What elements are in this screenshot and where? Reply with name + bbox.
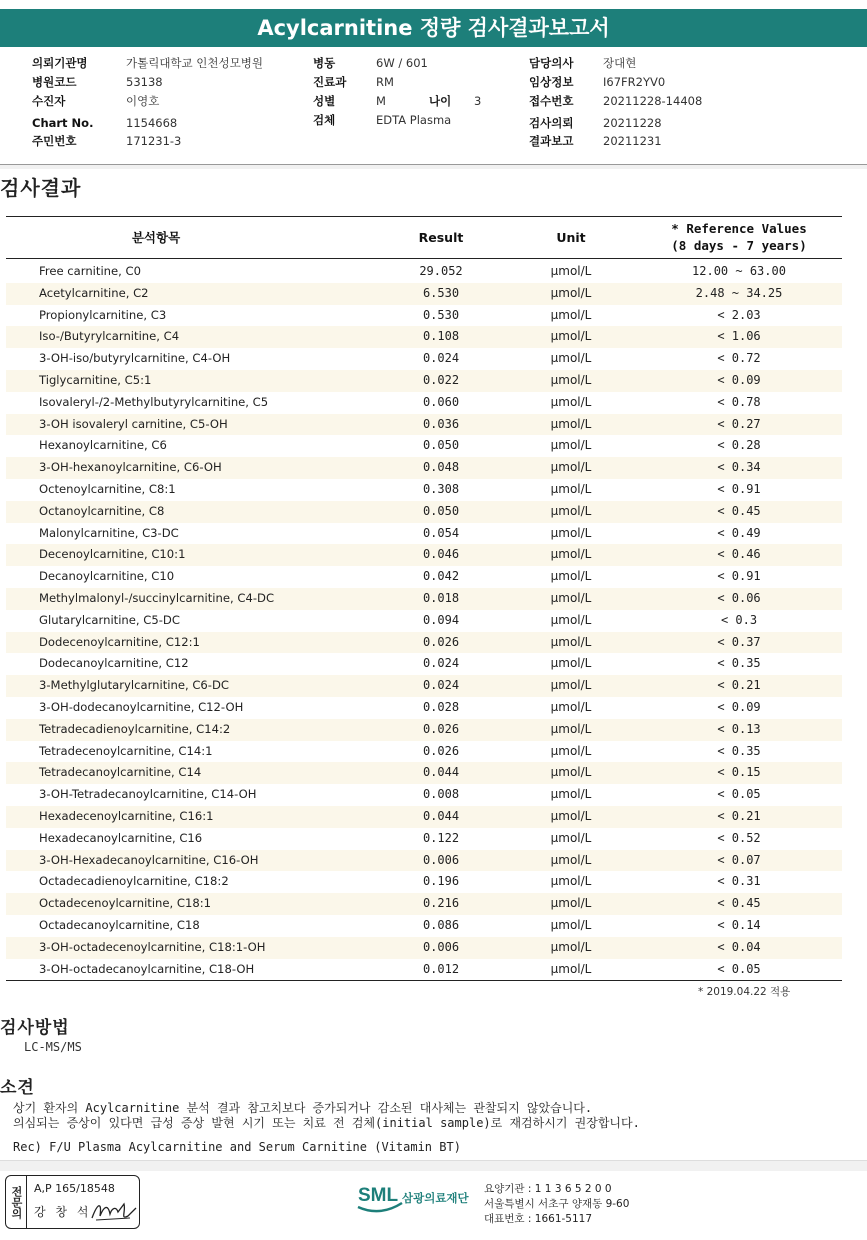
reference-value: < 0.13 [717, 721, 761, 736]
result-value: 0.086 [422, 917, 460, 932]
value-physician: 장대현 [603, 56, 637, 70]
analyte-name: Dodecenoylcarnitine, C12:1 [39, 634, 200, 649]
analyte-name: Hexanoylcarnitine, C6 [39, 438, 167, 453]
table-row [6, 697, 842, 719]
label-sex: 성별 [313, 94, 336, 108]
table-row [6, 305, 842, 327]
result-value: 0.036 [422, 416, 460, 431]
patient-info [0, 54, 867, 158]
analyte-name: Free carnitine, C0 [39, 264, 141, 278]
analyte-name: Methylmalonyl-/succinylcarnitine, C4-DC [39, 590, 275, 605]
analyte-name: 3-OH-octadecenoylcarnitine, C18:1-OH [39, 939, 266, 954]
result-value: 0.018 [422, 590, 460, 605]
reference-value: < 0.34 [717, 460, 761, 475]
analyte-name: Tetradecenoylcarnitine, C14:1 [39, 743, 213, 758]
reference-value: 12.00 ~ 63.00 [692, 264, 786, 278]
unit-value: μmol/L [550, 460, 592, 475]
unit-value: μmol/L [550, 743, 592, 758]
table-row [6, 326, 842, 348]
result-value: 0.024 [422, 656, 460, 671]
label-age: 나이 [429, 94, 452, 108]
unit-value: μmol/L [550, 590, 592, 605]
analyte-name: Glutarylcarnitine, C5-DC [39, 612, 180, 627]
result-value: 0.094 [422, 612, 460, 627]
table-row [6, 283, 842, 305]
reference-value: < 0.45 [717, 896, 761, 911]
specialist-label: 전문의 [6, 1176, 27, 1228]
unit-value: μmol/L [550, 394, 592, 409]
reference-value: < 0.05 [717, 787, 761, 802]
specialist-name: 강 창 석 [34, 1205, 92, 1219]
result-value: 0.216 [422, 896, 460, 911]
table-row [6, 610, 842, 632]
signature-box [5, 1175, 140, 1229]
label-institution: 의뢰기관명 [32, 56, 88, 70]
label-receipt-no: 접수번호 [529, 94, 574, 108]
header-result: Result [418, 230, 464, 245]
unit-value: μmol/L [550, 503, 592, 518]
result-value: 0.022 [422, 372, 460, 387]
analyte-name: Isovaleryl-/2-Methylbutyrylcarnitine, C5 [39, 394, 269, 409]
table-row [6, 632, 842, 654]
table-row [6, 392, 842, 414]
report-title: Acylcarnitine 정량 검사결과보고서 [0, 9, 867, 47]
analyte-name: Tetradecanoylcarnitine, C14 [39, 765, 202, 780]
result-value: 0.046 [422, 547, 460, 562]
table-row [6, 523, 842, 545]
reference-value: < 0.91 [717, 481, 761, 496]
reference-value: < 0.35 [717, 743, 761, 758]
label-physician: 담당의사 [529, 56, 574, 70]
label-specimen: 검체 [313, 113, 336, 127]
result-value: 0.026 [422, 634, 460, 649]
result-value: 0.122 [422, 830, 460, 845]
value-chart-no: 1154668 [126, 116, 178, 130]
reference-value: < 0.28 [717, 438, 761, 453]
value-ward: 6W / 601 [376, 56, 428, 70]
unit-value: μmol/L [550, 896, 592, 911]
table-header [6, 216, 842, 259]
logo-text: SML [358, 1185, 399, 1206]
table-row [6, 806, 842, 828]
unit-value: μmol/L [550, 307, 592, 322]
reference-value: < 0.37 [717, 634, 761, 649]
analyte-name: 3-Methylglutarylcarnitine, C6-DC [39, 678, 230, 693]
unit-value: μmol/L [550, 721, 592, 736]
opinion-line-1: 상기 환자의 Acylcarnitine 분석 결과 참고치보다 증가되거나 감소된 대사체는 관찰되지 않았습니다. [13, 1101, 593, 1115]
result-value: 0.060 [422, 394, 460, 409]
unit-value: μmol/L [550, 917, 592, 932]
label-request-date: 검사의뢰 [529, 116, 574, 130]
result-value: 6.530 [422, 285, 460, 300]
table-row [6, 675, 842, 697]
table-row [6, 871, 842, 893]
header-reference-line1: * Reference Values [671, 221, 807, 236]
label-patient: 수진자 [32, 94, 66, 108]
value-age: 3 [474, 94, 482, 108]
result-value: 0.006 [422, 852, 460, 867]
divider-strip [0, 165, 867, 169]
result-value: 0.008 [422, 787, 460, 802]
reference-value: < 0.46 [717, 547, 761, 562]
result-value: 0.006 [422, 939, 460, 954]
result-value: 0.044 [422, 808, 460, 823]
reference-value: < 0.15 [717, 765, 761, 780]
analyte-name: 3-OH-octadecanoylcarnitine, C18-OH [39, 961, 255, 976]
result-value: 0.044 [422, 765, 460, 780]
unit-value: μmol/L [550, 481, 592, 496]
reference-value: < 0.49 [717, 525, 761, 540]
header-reference [636, 220, 842, 254]
specialist-code: A,P 165/18548 [34, 1182, 115, 1195]
table-row [6, 370, 842, 392]
reference-value: < 0.45 [717, 503, 761, 518]
table-body [6, 259, 842, 981]
value-request-date: 20211228 [603, 116, 662, 130]
unit-value: μmol/L [550, 699, 592, 714]
reference-value: < 0.05 [717, 961, 761, 976]
unit-value: μmol/L [550, 416, 592, 431]
reference-value: < 0.06 [717, 590, 761, 605]
reference-value: < 0.52 [717, 830, 761, 845]
organization-info [484, 1182, 629, 1227]
reference-value: < 0.21 [717, 808, 761, 823]
reference-value: < 2.03 [717, 307, 761, 322]
org-address: 서울특별시 서초구 양재동 9-60 [484, 1198, 630, 1210]
analyte-name: Tetradecadienoylcarnitine, C14:2 [39, 721, 231, 736]
analyte-name: Decanoylcarnitine, C10 [39, 569, 175, 584]
value-receipt-no: 20211228-14408 [603, 94, 703, 108]
label-report-date: 결과보고 [529, 134, 574, 148]
unit-value: μmol/L [550, 852, 592, 867]
unit-value: μmol/L [550, 569, 592, 584]
result-value: 0.048 [422, 460, 460, 475]
result-value: 0.024 [422, 678, 460, 693]
value-institution: 가톨릭대학교 인천성모병원 [126, 56, 263, 70]
result-value: 0.042 [422, 569, 460, 584]
label-department: 진료과 [313, 75, 347, 89]
table-row [6, 588, 842, 610]
reference-value: < 0.21 [717, 678, 761, 693]
reference-value: < 0.78 [717, 394, 761, 409]
results-title: 검사결과 [0, 176, 82, 200]
analyte-name: Hexadecanoylcarnitine, C16 [39, 830, 203, 845]
table-row [6, 414, 842, 436]
analyte-name: Acetylcarnitine, C2 [39, 285, 149, 300]
table-row [6, 741, 842, 763]
result-value: 0.050 [422, 503, 460, 518]
unit-value: μmol/L [550, 525, 592, 540]
analyte-name: Malonylcarnitine, C3-DC [39, 525, 179, 540]
unit-value: μmol/L [550, 285, 592, 300]
org-code: 요양기관 : 1 1 3 6 5 2 0 0 [484, 1183, 612, 1195]
header-item: 분석항목 [131, 230, 181, 245]
table-row [6, 937, 842, 959]
analyte-name: 3-OH isovaleryl carnitine, C5-OH [39, 416, 228, 431]
reference-value: < 0.27 [717, 416, 761, 431]
table-row [6, 348, 842, 370]
table-row [6, 566, 842, 588]
result-value: 0.530 [422, 307, 460, 322]
table-row [6, 479, 842, 501]
method-title: 검사방법 [0, 1018, 70, 1038]
result-value: 0.012 [422, 961, 460, 976]
analyte-name: Octadecadienoylcarnitine, C18:2 [39, 874, 229, 889]
result-value: 0.026 [422, 743, 460, 758]
reference-value: < 0.72 [717, 351, 761, 366]
results-table [6, 216, 842, 981]
value-report-date: 20211231 [603, 134, 662, 148]
analyte-name: 3-OH-dodecanoylcarnitine, C12-OH [39, 699, 244, 714]
analyte-name: Octadecanoylcarnitine, C18 [39, 917, 200, 932]
analyte-name: Propionylcarnitine, C3 [39, 307, 167, 322]
value-sex: M [376, 94, 386, 108]
table-row [6, 457, 842, 479]
analyte-name: Octenoylcarnitine, C8:1 [39, 481, 176, 496]
table-row [6, 762, 842, 784]
analyte-name: Dodecanoylcarnitine, C12 [39, 656, 189, 671]
table-row [6, 784, 842, 806]
reference-value: < 0.14 [717, 917, 761, 932]
analyte-name: 3-OH-Hexadecanoylcarnitine, C16-OH [39, 852, 259, 867]
unit-value: μmol/L [550, 438, 592, 453]
label-chart-no: Chart No. [32, 116, 94, 130]
method-value: LC-MS/MS [24, 1040, 82, 1054]
result-value: 0.196 [422, 874, 460, 889]
analyte-name: Octadecenoylcarnitine, C18:1 [39, 896, 212, 911]
analyte-name: 3-OH-iso/butyrylcarnitine, C4-OH [39, 351, 231, 366]
table-row [6, 850, 842, 872]
reference-value: < 0.31 [717, 874, 761, 889]
result-value: 0.050 [422, 438, 460, 453]
value-patient: 이영호 [126, 94, 160, 108]
reference-value: < 1.06 [717, 329, 761, 344]
result-value: 0.054 [422, 525, 460, 540]
unit-value: μmol/L [550, 939, 592, 954]
header-unit: Unit [556, 230, 586, 245]
logo-org: 삼광의료재단 [402, 1191, 469, 1205]
label-ward: 병동 [313, 56, 336, 70]
reference-value: < 0.09 [717, 699, 761, 714]
table-row [6, 501, 842, 523]
analyte-name: 3-OH-Tetradecanoylcarnitine, C14-OH [39, 787, 257, 802]
footer-divider [0, 1160, 867, 1171]
analyte-name: Tiglycarnitine, C5:1 [39, 372, 152, 387]
result-value: 0.026 [422, 721, 460, 736]
value-hospital-code: 53138 [126, 75, 163, 89]
unit-value: μmol/L [550, 765, 592, 780]
table-row [6, 893, 842, 915]
reference-value: < 0.3 [720, 612, 758, 627]
analyte-name: Decenoylcarnitine, C10:1 [39, 547, 186, 562]
unit-value: μmol/L [550, 634, 592, 649]
reference-value: < 0.91 [717, 569, 761, 584]
value-clinical-info: I67FR2YV0 [603, 75, 666, 89]
unit-value: μmol/L [550, 656, 592, 671]
analyte-name: Iso-/Butyrylcarnitine, C4 [39, 329, 180, 344]
unit-value: μmol/L [550, 874, 592, 889]
table-row [6, 959, 842, 981]
table-row [6, 544, 842, 566]
opinion-recommendation: Rec) F/U Plasma Acylcarnitine and Serum Carnitine (Vitamin BT) [13, 1140, 461, 1154]
reference-value: < 0.04 [717, 939, 761, 954]
opinion-line-2: 의심되는 증상이 있다면 급성 증상 발현 시기 또는 치료 전 검체(initial sample)로 재검하시기 권장합니다. [13, 1116, 640, 1130]
reference-value: < 0.35 [717, 656, 761, 671]
result-value: 0.308 [422, 481, 460, 496]
unit-value: μmol/L [550, 961, 592, 976]
unit-value: μmol/L [550, 372, 592, 387]
reference-value: 2.48 ~ 34.25 [695, 285, 783, 300]
result-value: 0.108 [422, 329, 460, 344]
result-value: 29.052 [419, 264, 463, 278]
unit-value: μmol/L [550, 351, 592, 366]
unit-value: μmol/L [550, 329, 592, 344]
table-row [6, 719, 842, 741]
result-value: 0.024 [422, 351, 460, 366]
analyte-name: Octanoylcarnitine, C8 [39, 503, 165, 518]
unit-value: μmol/L [550, 830, 592, 845]
signature-icon [90, 1198, 138, 1224]
header-reference-line2: (8 days - 7 years) [671, 238, 807, 253]
reference-note: * 2019.04.22 적용 [698, 986, 791, 998]
value-department: RM [376, 75, 394, 89]
table-row [6, 653, 842, 675]
label-hospital-code: 병원코드 [32, 75, 77, 89]
result-value: 0.028 [422, 699, 460, 714]
value-resident-no: 171231-3 [126, 134, 182, 148]
table-row [6, 828, 842, 850]
reference-value: < 0.07 [717, 852, 761, 867]
unit-value: μmol/L [550, 787, 592, 802]
unit-value: μmol/L [550, 547, 592, 562]
table-row [6, 261, 842, 283]
analyte-name: Hexadecenoylcarnitine, C16:1 [39, 808, 214, 823]
unit-value: μmol/L [550, 264, 592, 278]
label-resident-no: 주민번호 [32, 134, 77, 148]
reference-value: < 0.09 [717, 372, 761, 387]
org-phone: 대표번호 : 1661-5117 [484, 1213, 593, 1225]
unit-value: μmol/L [550, 808, 592, 823]
analyte-name: 3-OH-hexanoylcarnitine, C6-OH [39, 460, 222, 475]
unit-value: μmol/L [550, 678, 592, 693]
value-specimen: EDTA Plasma [376, 113, 452, 127]
table-row [6, 435, 842, 457]
opinion-title: 소견 [0, 1078, 35, 1098]
label-clinical-info: 임상정보 [529, 75, 574, 89]
unit-value: μmol/L [550, 612, 592, 627]
table-row [6, 915, 842, 937]
sml-logo [356, 1181, 486, 1217]
